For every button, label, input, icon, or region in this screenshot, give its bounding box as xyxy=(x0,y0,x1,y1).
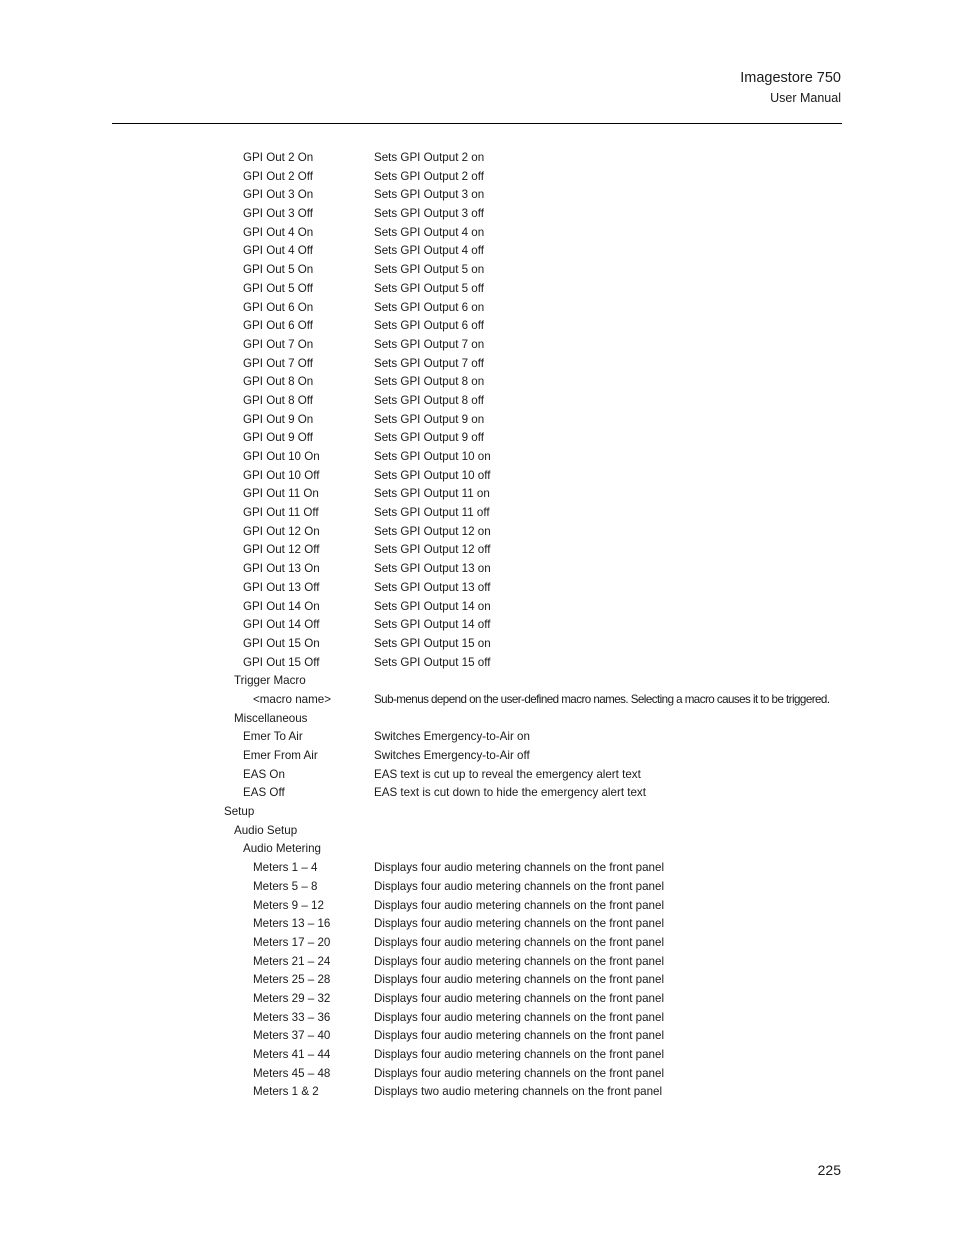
menu-row xyxy=(0,784,954,803)
menu-item-label: GPI Out 9 On xyxy=(243,412,314,426)
menu-row xyxy=(0,242,954,261)
menu-item-description: Sets GPI Output 14 on xyxy=(374,599,491,613)
menu-item-label: Meters 41 – 44 xyxy=(253,1048,331,1061)
menu-item-description: Displays four audio metering channels on the front panel xyxy=(374,935,665,949)
menu-item-description: Sets GPI Output 2 on xyxy=(374,151,485,164)
menu-item-description: Sets GPI Output 12 on xyxy=(374,524,491,538)
menu-row xyxy=(0,299,954,318)
menu-item-label: Meters 21 – 24 xyxy=(253,954,331,968)
menu-item-label: Meters 9 – 12 xyxy=(253,898,324,912)
menu-row xyxy=(0,336,954,355)
menu-item-label: EAS On xyxy=(243,767,285,781)
menu-item-label: GPI Out 6 Off xyxy=(243,319,314,333)
menu-row xyxy=(0,1083,954,1102)
menu-item-label: GPI Out 4 Off xyxy=(243,244,314,258)
menu-row xyxy=(0,840,954,859)
menu-item-label: GPI Out 10 Off xyxy=(243,468,320,482)
menu-row xyxy=(0,392,954,411)
menu-item-description: Displays four audio metering channels on the front panel xyxy=(374,973,665,987)
menu-row xyxy=(0,579,954,598)
menu-item-description: Sets GPI Output 8 off xyxy=(374,393,484,407)
menu-row xyxy=(0,1065,954,1084)
menu-item-description: Sets GPI Output 7 on xyxy=(374,337,485,351)
menu-item-label: GPI Out 13 Off xyxy=(243,580,320,594)
menu-item-description: Sets GPI Output 8 on xyxy=(374,375,485,389)
menu-item-description: Sets GPI Output 4 off xyxy=(374,244,484,258)
menu-row xyxy=(0,822,954,841)
menu-item-label: GPI Out 11 Off xyxy=(243,506,319,520)
menu-table xyxy=(0,149,954,1102)
menu-row xyxy=(0,429,954,448)
menu-item-description: Displays four audio metering channels on the front panel xyxy=(374,861,665,875)
menu-item-label: <macro name> xyxy=(253,692,331,706)
menu-item-description: Sets GPI Output 11 on xyxy=(374,487,490,501)
menu-item-description: EAS text is cut down to hide the emergency alert text xyxy=(374,786,646,800)
menu-row xyxy=(0,1046,954,1065)
menu-item-label: GPI Out 7 On xyxy=(243,337,314,351)
menu-item-label: Meters 5 – 8 xyxy=(253,879,318,893)
menu-item-description: Displays four audio metering channels on the front panel xyxy=(374,991,665,1005)
menu-item-description: Sets GPI Output 3 off xyxy=(374,207,484,221)
menu-item-label: GPI Out 12 Off xyxy=(243,543,320,557)
menu-item-description: Displays four audio metering channels on the front panel xyxy=(374,1029,665,1043)
menu-item-label: Meters 25 – 28 xyxy=(253,973,331,987)
document-title: Imagestore 750 xyxy=(740,70,841,86)
menu-item-description: Sets GPI Output 13 off xyxy=(374,580,491,594)
menu-item-label: Emer From Air xyxy=(243,749,318,762)
menu-row xyxy=(0,616,954,635)
menu-item-label: Meters 1 – 4 xyxy=(253,861,318,875)
menu-row xyxy=(0,411,954,430)
menu-row xyxy=(0,691,954,710)
menu-item-description: Sets GPI Output 3 on xyxy=(374,188,485,202)
menu-item-label: GPI Out 15 On xyxy=(243,636,320,650)
menu-item-label: GPI Out 12 On xyxy=(243,524,320,538)
menu-row xyxy=(0,504,954,523)
menu-row xyxy=(0,485,954,504)
menu-row xyxy=(0,728,954,747)
menu-item-label: GPI Out 6 On xyxy=(243,300,314,314)
menu-row xyxy=(0,149,954,168)
menu-row xyxy=(0,280,954,299)
menu-item-description: Sets GPI Output 12 off xyxy=(374,543,491,557)
menu-item-description: Sets GPI Output 2 off xyxy=(374,169,484,183)
menu-row xyxy=(0,915,954,934)
menu-item-label: GPI Out 10 On xyxy=(243,450,320,463)
menu-row xyxy=(0,1009,954,1028)
menu-item-description: Sets GPI Output 9 on xyxy=(374,412,485,426)
menu-row xyxy=(0,373,954,392)
menu-row xyxy=(0,878,954,897)
menu-row xyxy=(0,766,954,785)
menu-item-label: GPI Out 7 Off xyxy=(243,356,314,370)
menu-item-label: GPI Out 2 Off xyxy=(243,169,314,183)
menu-row xyxy=(0,934,954,953)
menu-item-description: Sets GPI Output 6 on xyxy=(374,300,485,314)
page-number: 225 xyxy=(817,1162,841,1178)
menu-item-label: GPI Out 14 Off xyxy=(243,618,320,632)
menu-row xyxy=(0,598,954,617)
menu-row xyxy=(0,971,954,990)
menu-item-label: GPI Out 3 On xyxy=(243,188,314,202)
menu-item-description: Sets GPI Output 9 off xyxy=(374,431,484,445)
document-subtitle: User Manual xyxy=(770,91,841,105)
menu-item-label: GPI Out 11 On xyxy=(243,487,319,501)
menu-item-description: Sets GPI Output 5 off xyxy=(374,281,484,295)
menu-row xyxy=(0,317,954,336)
menu-row xyxy=(0,448,954,467)
menu-item-label: Meters 17 – 20 xyxy=(253,935,331,949)
menu-row xyxy=(0,224,954,243)
menu-item-description: Displays four audio metering channels on the front panel xyxy=(374,954,665,968)
menu-row xyxy=(0,859,954,878)
menu-item-description: Displays four audio metering channels on the front panel xyxy=(374,898,665,912)
menu-row xyxy=(0,467,954,486)
menu-item-label: Meters 45 – 48 xyxy=(253,1066,331,1080)
menu-item-label: GPI Out 5 On xyxy=(243,263,314,277)
menu-item-label: GPI Out 2 On xyxy=(243,151,314,164)
menu-item-label: GPI Out 3 Off xyxy=(243,207,314,221)
menu-row xyxy=(0,803,954,822)
menu-row xyxy=(0,953,954,972)
menu-item-description: Sets GPI Output 6 off xyxy=(374,319,484,333)
menu-item-label: Meters 1 & 2 xyxy=(253,1085,319,1099)
menu-item-label: GPI Out 14 On xyxy=(243,599,320,613)
menu-row xyxy=(0,672,954,691)
menu-item-label: GPI Out 15 Off xyxy=(243,655,320,669)
menu-item-label: Audio Metering xyxy=(243,842,321,856)
menu-row xyxy=(0,205,954,224)
menu-item-label: GPI Out 4 On xyxy=(243,225,314,239)
menu-item-label: Trigger Macro xyxy=(234,674,306,688)
menu-item-description: Sets GPI Output 15 on xyxy=(374,636,491,650)
menu-item-description: Sets GPI Output 15 off xyxy=(374,655,491,669)
menu-item-description: Sets GPI Output 4 on xyxy=(374,225,485,239)
menu-item-description: Displays four audio metering channels on the front panel xyxy=(374,879,665,893)
menu-item-description: Sets GPI Output 10 off xyxy=(374,468,491,482)
menu-item-label: Audio Setup xyxy=(234,823,298,837)
menu-item-description: Switches Emergency-to-Air on xyxy=(374,730,530,744)
menu-row xyxy=(0,635,954,654)
menu-item-description: EAS text is cut up to reveal the emergency alert text xyxy=(374,767,641,781)
menu-item-description: Sets GPI Output 13 on xyxy=(374,562,491,576)
menu-row xyxy=(0,990,954,1009)
menu-item-label: Setup xyxy=(224,805,255,819)
menu-row xyxy=(0,654,954,673)
menu-item-label: EAS Off xyxy=(243,786,285,800)
menu-item-description: Displays four audio metering channels on the front panel xyxy=(374,1010,665,1024)
menu-item-label: GPI Out 13 On xyxy=(243,562,320,576)
menu-row xyxy=(0,186,954,205)
menu-item-description: Sub-menus depend on the user-defined macro names. Selecting a macro causes it to be triggered. xyxy=(374,692,830,706)
menu-item-description: Sets GPI Output 5 on xyxy=(374,263,485,277)
menu-item-description: Displays two audio metering channels on the front panel xyxy=(374,1085,663,1099)
menu-item-label: Meters 29 – 32 xyxy=(253,991,331,1005)
menu-item-label: Emer To Air xyxy=(243,730,303,744)
menu-row xyxy=(0,710,954,729)
menu-item-label: GPI Out 9 Off xyxy=(243,431,314,445)
menu-row xyxy=(0,168,954,187)
menu-row xyxy=(0,747,954,766)
menu-row xyxy=(0,1027,954,1046)
menu-item-description: Displays four audio metering channels on the front panel xyxy=(374,917,665,931)
menu-row xyxy=(0,897,954,916)
menu-row xyxy=(0,541,954,560)
menu-row xyxy=(0,355,954,374)
menu-row xyxy=(0,261,954,280)
menu-item-label: Miscellaneous xyxy=(234,711,308,725)
menu-item-description: Switches Emergency-to-Air off xyxy=(374,749,530,762)
menu-item-description: Sets GPI Output 7 off xyxy=(374,356,484,370)
menu-item-description: Displays four audio metering channels on the front panel xyxy=(374,1048,665,1061)
menu-item-description: Sets GPI Output 10 on xyxy=(374,450,491,463)
menu-item-label: Meters 13 – 16 xyxy=(253,917,331,931)
menu-item-label: Meters 33 – 36 xyxy=(253,1010,331,1024)
menu-row xyxy=(0,560,954,579)
menu-item-description: Displays four audio metering channels on the front panel xyxy=(374,1066,665,1080)
menu-item-description: Sets GPI Output 11 off xyxy=(374,506,490,520)
header-divider xyxy=(112,123,842,124)
menu-item-label: GPI Out 8 On xyxy=(243,375,314,389)
menu-item-label: Meters 37 – 40 xyxy=(253,1029,331,1043)
menu-item-description: Sets GPI Output 14 off xyxy=(374,618,491,632)
menu-item-label: GPI Out 5 Off xyxy=(243,281,314,295)
menu-item-label: GPI Out 8 Off xyxy=(243,393,314,407)
menu-row xyxy=(0,523,954,542)
